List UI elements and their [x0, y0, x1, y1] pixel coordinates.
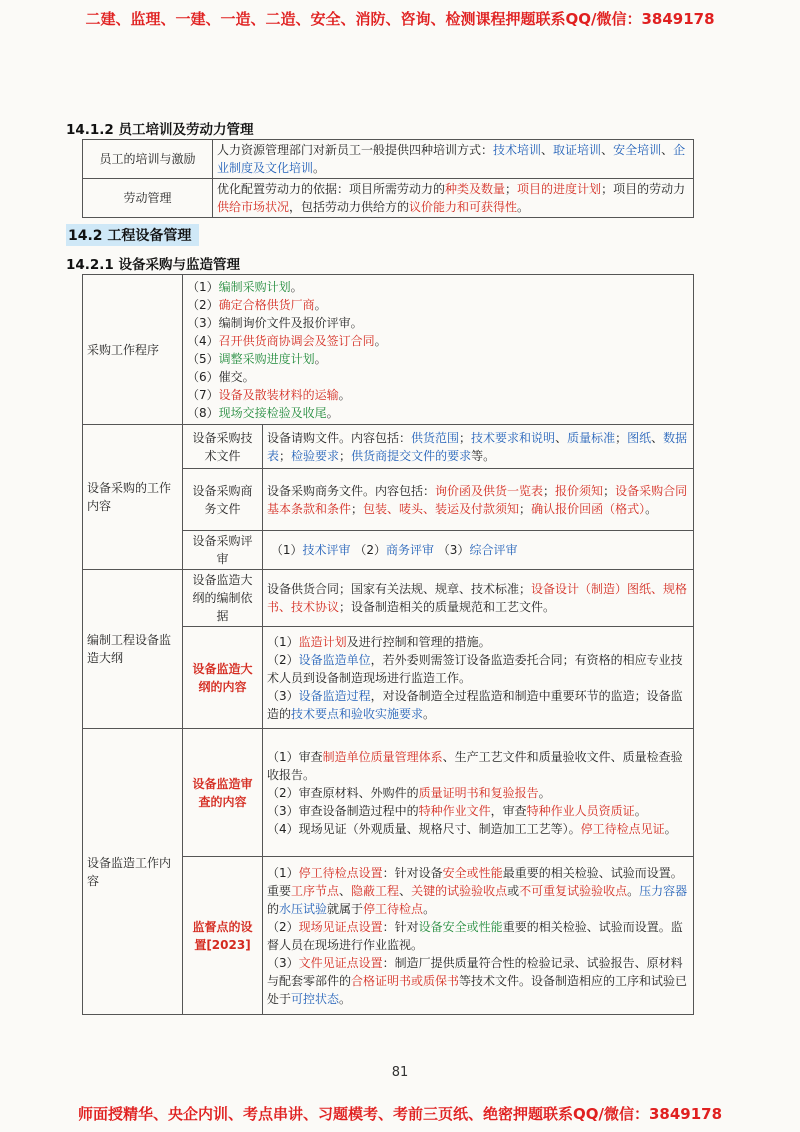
evaluation-content: （1）技术评审 （2）商务评审 （3）综合评审: [263, 531, 694, 570]
table-row: [83, 275, 694, 425]
outline-content: [263, 627, 694, 729]
training-content: 人力资源管理部门对新员工一般提供四种培训方式：技术培训、取证培训、安全培训、企业制度及文化培训。: [213, 140, 694, 179]
list-item: （1）编制采购计划。: [187, 279, 303, 294]
sub-label-outline-content: 设备监造大纲的内容: [183, 627, 263, 729]
top-banner: 二建、监理、一建、一造、二造、安全、消防、咨询、检测课程押题联系QQ/微信：3849178: [85, 10, 715, 28]
list-item: （3）审查设备制造过程中的特种作业文件，审查特种作业人员资质证。: [267, 803, 647, 818]
page-number: 81: [391, 1065, 409, 1080]
list-item: （3）设备监造过程，对设备制造全过程监造和制造中重要环节的监造；设备监造的技术要点和验收实施要求。: [267, 688, 683, 721]
list-item: （1）监造计划及进行控制和管理的措施。: [267, 634, 491, 649]
list-item: （2）现场见证点设置：针对设备安全或性能重要的相关检验、试验而设置。监督人员在现场进行作业监视。: [267, 919, 683, 952]
section-heading-14-2-1: 14.2.1 设备采购与监造管理: [66, 257, 241, 273]
list-item: （2）设备监造单位，若外委则需签订设备监造委托合同；有资格的相应专业技术人员到设备制造现场进行监造工作。: [267, 652, 683, 685]
list-item: （6）催交。: [187, 369, 255, 384]
list-item: （5）调整采购进度计划。: [187, 351, 327, 366]
list-item: （1）审查制造单位质量管理体系、生产工艺文件和质量验收文件、质量检查验收报告。: [267, 749, 683, 782]
inspection-points-content: [263, 857, 694, 1015]
list-item: （4）召开供货商协调会及签订合同。: [187, 333, 387, 348]
row-label-training: 员工的培训与激励: [83, 140, 213, 179]
list-item: （8）现场交接检验及收尾。: [187, 405, 339, 420]
sub-label-business-docs: 设备采购商务文件: [183, 469, 263, 531]
business-docs-content: 设备采购商务文件。内容包括：询价函及供货一览表；报价须知；设备采购合同基本条款和条件；包装、唛头、装运及付款须知；确认报价回函（格式）。: [263, 469, 694, 531]
row-label-procurement-content: 设备采购的工作内容: [83, 425, 183, 570]
training-labor-table: [82, 139, 694, 218]
list-item: （2）审查原材料、外购件的质量证明书和复验报告。: [267, 785, 551, 800]
table-row: [83, 425, 694, 469]
list-item: （3）文件见证点设置：制造厂提供质量符合性的检验记录、试验报告、原材料与配套零部件的合格证明书或质保书等技术文件。设备制造相应的工序和试验已处于可控状态。: [267, 955, 688, 1006]
list-item: （4）现场见证（外观质量、规格尺寸、制造加工工艺等）。停工待检点见证。: [267, 821, 677, 836]
equipment-procurement-table: [82, 274, 694, 1015]
row-label-procedure: 采购工作程序: [83, 275, 183, 425]
section-heading-14-1-2: 14.1.2 员工培训及劳动力管理: [66, 122, 254, 138]
row-label-labor: 劳动管理: [83, 179, 213, 218]
list-item: （2）确定合格供货厂商。: [187, 297, 327, 312]
sub-label-evaluation: 设备采购评审: [183, 531, 263, 570]
sub-label-review-content: 设备监造审查的内容: [183, 729, 263, 857]
sub-label-tech-docs: 设备采购技术文件: [183, 425, 263, 469]
table-row: [83, 570, 694, 627]
row-label-outline: 编制工程设备监造大纲: [83, 570, 183, 729]
review-content: [263, 729, 694, 857]
labor-content: 优化配置劳动力的依据：项目所需劳动力的种类及数量；项目的进度计划；项目的劳动力供给市场状况，包括劳动力供给方的议价能力和可获得性。: [213, 179, 694, 218]
list-item: （1）停工待检点设置：针对设备安全或性能最重要的相关检验、试验而设置。重要工序节点、隐蔽工程、关键的试验验收点或不可重复试验验收点。压力容器的水压试验就属于停工待检点。: [267, 865, 688, 916]
sub-label-outline-basis: 设备监造大纲的编制依据: [183, 570, 263, 627]
list-item: （3）编制询价文件及报价评审。: [187, 315, 363, 330]
list-item: （7）设备及散装材料的运输。: [187, 387, 351, 402]
procedure-list: [183, 275, 694, 425]
table-row: [83, 140, 694, 179]
table-row: [83, 179, 694, 218]
tech-docs-content: 设备请购文件。内容包括：供货范围；技术要求和说明、质量标准；图纸、数据表；检验要求；供货商提交文件的要求等。: [263, 425, 694, 469]
outline-basis-content: 设备供货合同；国家有关法规、规章、技术标准；设备设计（制造）图纸、规格书、技术协议；设备制造相关的质量规范和工艺文件。: [263, 570, 694, 627]
sub-label-inspection-points: 监督点的设置[2023]: [183, 857, 263, 1015]
section-heading-14-2: 14.2 工程设备管理: [66, 224, 199, 246]
bottom-banner: 师面授精华、央企内训、考点串讲、习题模考、考前三页纸、绝密押题联系QQ/微信：3849178: [77, 1105, 723, 1123]
row-label-supervision-work: 设备监造工作内容: [83, 729, 183, 1015]
table-row: [83, 729, 694, 857]
